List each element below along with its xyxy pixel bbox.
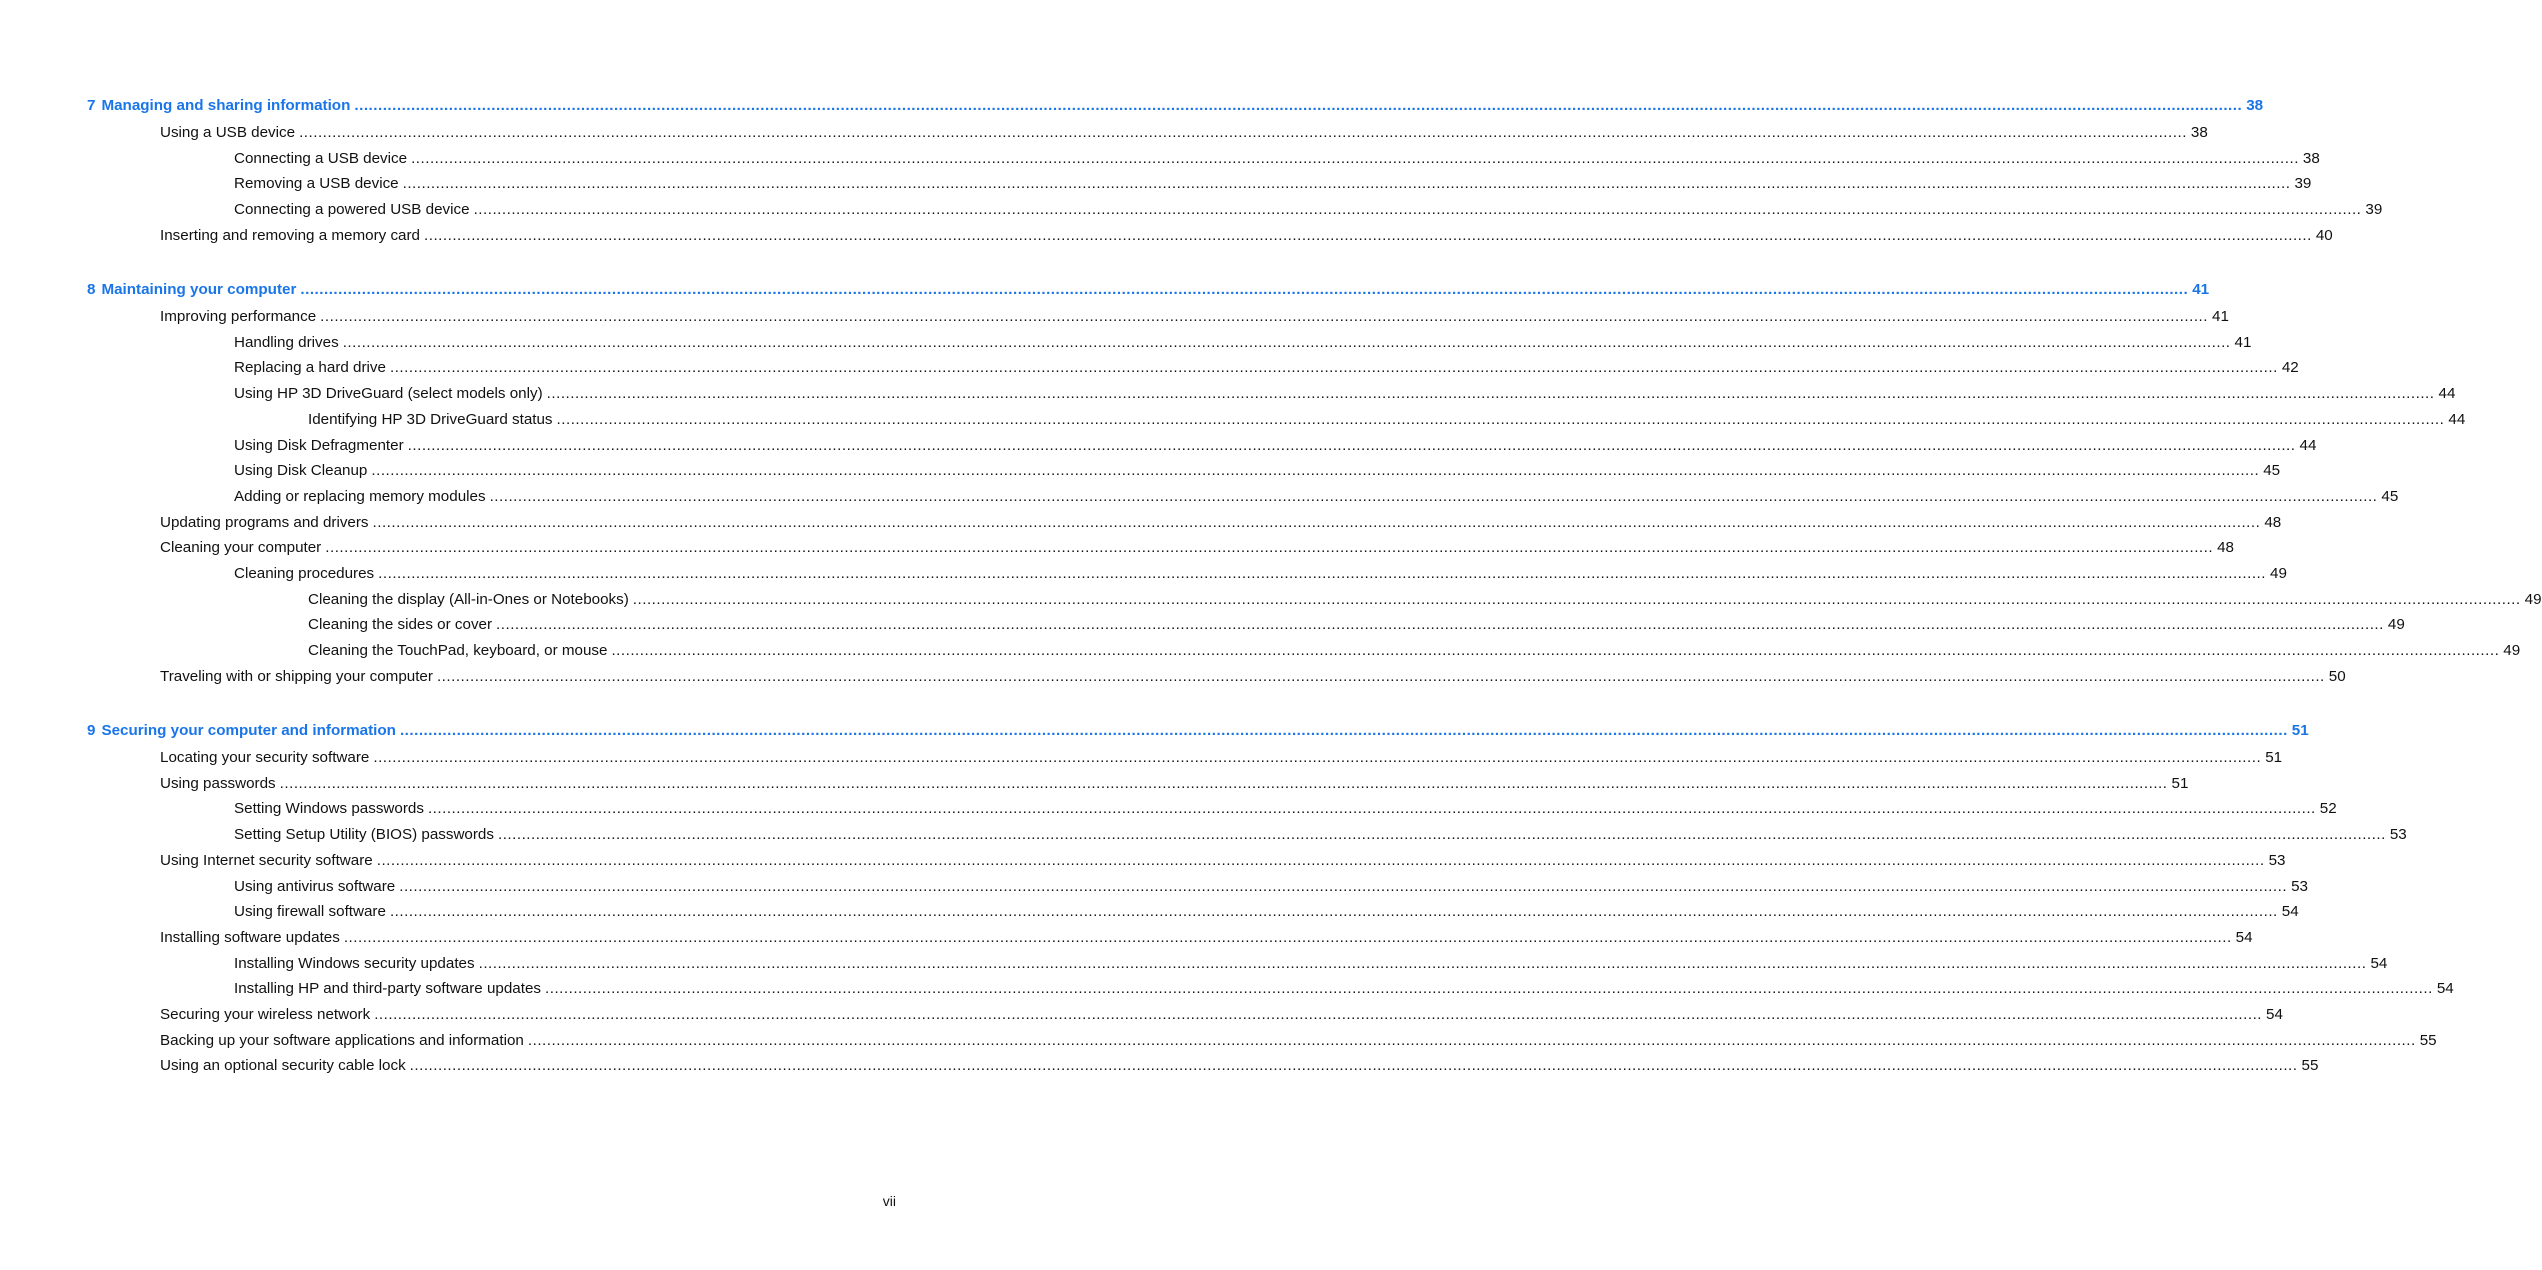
toc-entry-title: Setting Windows passwords	[234, 800, 424, 818]
dot-leader: ................................................................................................................................................................................................................................................................................................................................................................................................................	[527, 1031, 2416, 1049]
toc-chapter-link[interactable]	[87, 721, 2309, 741]
dot-leader: ................................................................................................................................................................................................................................................................................................................................................................................................................	[354, 97, 2243, 114]
toc-page-number: 54	[2266, 1006, 2283, 1023]
toc-page-number: 55	[2301, 1057, 2319, 1075]
chapter-number: 7	[87, 97, 96, 114]
toc-page-number: 53	[2389, 826, 2407, 844]
toc-entry	[160, 513, 2282, 533]
toc-entry-title: Backing up your software applications and information	[160, 1031, 524, 1049]
dot-leader: ................................................................................................................................................................................................................................................................................................................................................................................................................	[611, 642, 2500, 660]
dot-leader: ................................................................................................................................................................................................................................................................................................................................................................................................................	[407, 436, 2296, 454]
toc-entry	[308, 641, 2521, 661]
toc-entry-title: Identifying HP 3D DriveGuard status	[308, 410, 553, 428]
dot-leader: ................................................................................................................................................................................................................................................................................................................................................................................................................	[411, 149, 2299, 167]
chapter-title: Securing your computer and information	[101, 722, 396, 739]
toc-entry-title: Securing your wireless network	[160, 1006, 371, 1023]
toc-page-number: 38	[2246, 97, 2264, 114]
toc-page-number: 39	[2294, 175, 2312, 193]
toc-page-number: 50	[2328, 667, 2346, 685]
toc-entry-title: Connecting a USB device	[234, 149, 408, 167]
dot-leader: ................................................................................................................................................................................................................................................................................................................................................................................................................	[473, 201, 2362, 219]
toc-entry	[160, 1031, 2437, 1051]
toc-entry-title: Traveling with or shipping your computer	[160, 667, 433, 685]
dot-leader: ................................................................................................................................................................................................................................................................................................................................................................................................................	[325, 539, 2214, 557]
toc-entry-title: Improving performance	[160, 308, 317, 325]
toc-entry	[160, 226, 2333, 246]
toc-entry-title: Using Disk Defragmenter	[234, 436, 404, 454]
toc-entry	[234, 902, 2299, 922]
toc-entry	[234, 954, 2388, 974]
dot-leader: ................................................................................................................................................................................................................................................................................................................................................................................................................	[427, 800, 2316, 818]
dot-leader: ................................................................................................................................................................................................................................................................................................................................................................................................................	[496, 616, 2384, 634]
toc-entry	[308, 410, 2466, 430]
toc-page-number: 51	[2291, 722, 2309, 739]
toc-page-number: 53	[2291, 877, 2308, 895]
toc-entry	[234, 333, 2252, 353]
dot-leader: ................................................................................................................................................................................................................................................................................................................................................................................................................	[399, 722, 2288, 739]
toc-page-number: 54	[2235, 928, 2253, 946]
toc-page-number: 52	[2319, 800, 2337, 818]
dot-leader: ................................................................................................................................................................................................................................................................................................................................................................................................................	[497, 826, 2386, 844]
toc-page-number: 55	[2419, 1031, 2437, 1049]
dot-leader: ................................................................................................................................................................................................................................................................................................................................................................................................................	[545, 980, 2433, 998]
toc-entry	[234, 200, 2383, 220]
toc-page-number: 48	[2217, 539, 2234, 557]
dot-leader: ................................................................................................................................................................................................................................................................................................................................................................................................................	[489, 487, 2378, 505]
toc-page-number: 49	[2524, 590, 2542, 608]
toc-page-number: 51	[2171, 774, 2189, 792]
toc-entry	[160, 774, 2189, 794]
dot-leader: ................................................................................................................................................................................................................................................................................................................................................................................................................	[378, 565, 2266, 582]
dot-leader: ................................................................................................................................................................................................................................................................................................................................................................................................................	[478, 954, 2367, 972]
dot-leader: ................................................................................................................................................................................................................................................................................................................................................................................................................	[342, 333, 2231, 351]
toc-entry-title: Using HP 3D DriveGuard (select models only)	[234, 385, 543, 403]
dot-leader: ................................................................................................................................................................................................................................................................................................................................................................................................................	[372, 513, 2261, 531]
dot-leader: ................................................................................................................................................................................................................................................................................................................................................................................................................	[300, 281, 2189, 298]
dot-leader: ................................................................................................................................................................................................................................................................................................................................................................................................................	[409, 1057, 2298, 1075]
chapter-title: Maintaining your computer	[101, 281, 297, 298]
toc-entry	[234, 564, 2287, 584]
toc-entry-title: Installing software updates	[160, 928, 340, 946]
toc-entry-title: Adding or replacing memory modules	[234, 487, 486, 505]
toc-page-number: 44	[2299, 436, 2317, 454]
toc-entry	[234, 358, 2299, 378]
toc-page-number: 39	[2365, 201, 2383, 219]
dot-leader: ................................................................................................................................................................................................................................................................................................................................................................................................................	[279, 774, 2168, 792]
toc-page-number: 54	[2370, 954, 2388, 972]
toc-entry-title: Cleaning procedures	[234, 565, 375, 582]
toc-entry-title	[87, 96, 354, 116]
toc-entry	[160, 667, 2346, 687]
toc-entry	[308, 590, 2542, 610]
toc-entry-title: Cleaning the TouchPad, keyboard, or mouse	[308, 642, 608, 660]
dot-leader: ................................................................................................................................................................................................................................................................................................................................................................................................................	[343, 928, 2232, 946]
toc-entry-title: Installing HP and third-party software updates	[234, 980, 542, 998]
dot-leader: ................................................................................................................................................................................................................................................................................................................................................................................................................	[320, 308, 2209, 325]
toc-entry	[160, 307, 2229, 327]
toc-page-number: 48	[2264, 513, 2282, 531]
toc-entry	[160, 538, 2234, 558]
toc-entry-title: Updating programs and drivers	[160, 513, 369, 531]
toc-entry-title: Using Disk Cleanup	[234, 462, 368, 480]
toc-chapter-link[interactable]	[87, 280, 2210, 300]
toc-entry-title: Removing a USB device	[234, 175, 399, 193]
toc-entry	[308, 615, 2405, 635]
toc-entry	[160, 928, 2253, 948]
dot-leader: ................................................................................................................................................................................................................................................................................................................................................................................................................	[402, 175, 2291, 193]
toc-page-number: 45	[2263, 462, 2281, 480]
toc-entry-title: Using antivirus software	[234, 877, 396, 895]
dot-leader: ................................................................................................................................................................................................................................................................................................................................................................................................................	[389, 903, 2278, 921]
dot-leader: ................................................................................................................................................................................................................................................................................................................................................................................................................	[436, 667, 2325, 685]
toc-page-number: 51	[2265, 749, 2283, 766]
toc-entry-title: Using an optional security cable lock	[160, 1057, 406, 1075]
toc-entry-title: Cleaning the display (All-in-Ones or Notebooks)	[308, 590, 629, 608]
toc-entry	[160, 123, 2208, 143]
toc-entry-title	[87, 721, 400, 741]
toc-entry	[160, 748, 2283, 768]
toc-page-number: 41	[2234, 333, 2252, 351]
toc-page-number: 44	[2438, 385, 2456, 403]
dot-leader: ................................................................................................................................................................................................................................................................................................................................................................................................................	[632, 590, 2521, 608]
toc-entry-title: Connecting a powered USB device	[234, 201, 470, 219]
toc-page-number: 49	[2503, 642, 2521, 660]
dot-leader: ................................................................................................................................................................................................................................................................................................................................................................................................................	[373, 749, 2262, 766]
toc-entry-title: Replacing a hard drive	[234, 359, 386, 377]
toc-page-number: 40	[2315, 226, 2333, 244]
toc-entry-title: Locating your security software	[160, 749, 370, 766]
toc-entry	[234, 461, 2281, 481]
toc-page-number: 41	[2192, 281, 2210, 298]
toc-entry-title: Using passwords	[160, 774, 276, 792]
toc-entry-title: Cleaning the sides or cover	[308, 616, 493, 634]
toc-entry	[160, 851, 2286, 871]
toc-page-number: 45	[2381, 487, 2399, 505]
toc-entry-title: Setting Setup Utility (BIOS) passwords	[234, 826, 494, 844]
dot-leader: ................................................................................................................................................................................................................................................................................................................................................................................................................	[299, 124, 2187, 141]
toc-entry-title: Using Internet security software	[160, 851, 373, 869]
toc-entry	[160, 1056, 2319, 1076]
toc-entry	[234, 384, 2456, 404]
toc-entry	[234, 149, 2320, 169]
dot-leader: ................................................................................................................................................................................................................................................................................................................................................................................................................	[546, 385, 2435, 403]
toc-page-number: 54	[2436, 980, 2454, 998]
chapter-number: 9	[87, 722, 96, 739]
dot-leader: ................................................................................................................................................................................................................................................................................................................................................................................................................	[374, 1006, 2263, 1023]
page-number: vii	[882, 1193, 896, 1209]
dot-leader: ................................................................................................................................................................................................................................................................................................................................................................................................................	[389, 359, 2278, 377]
toc-page-number: 38	[2302, 149, 2320, 167]
toc-entry	[160, 1005, 2283, 1025]
toc-entry-title: Installing Windows security updates	[234, 954, 475, 972]
toc-page-number: 49	[2387, 616, 2405, 634]
toc-page-number: 42	[2281, 359, 2299, 377]
chapter-number: 8	[87, 281, 96, 298]
toc-entry-title: Handling drives	[234, 333, 339, 351]
toc-entry-title: Cleaning your computer	[160, 539, 322, 557]
toc-entry-title	[87, 280, 300, 300]
toc-entry-title: Inserting and removing a memory card	[160, 226, 420, 244]
chapter-title: Managing and sharing information	[101, 97, 351, 114]
toc-entry	[234, 436, 2317, 456]
toc-entry	[234, 825, 2407, 845]
dot-leader: ................................................................................................................................................................................................................................................................................................................................................................................................................	[371, 462, 2260, 480]
toc-page-number: 53	[2268, 851, 2286, 869]
toc-page-number: 49	[2270, 565, 2287, 582]
toc-entry	[234, 979, 2454, 999]
toc-page-number: 54	[2281, 903, 2299, 921]
toc-entry-title: Using a USB device	[160, 124, 296, 141]
dot-leader: ................................................................................................................................................................................................................................................................................................................................................................................................................	[556, 410, 2445, 428]
toc-entry-title: Using firewall software	[234, 903, 386, 921]
toc-chapter-link[interactable]	[87, 96, 2264, 116]
dot-leader: ................................................................................................................................................................................................................................................................................................................................................................................................................	[424, 226, 2312, 244]
toc-entry	[234, 174, 2312, 194]
toc-entry	[234, 877, 2308, 897]
toc-page-number: 44	[2448, 410, 2466, 428]
toc-page-number: 41	[2212, 308, 2229, 325]
toc-entry	[234, 487, 2399, 507]
toc-page-number: 38	[2190, 124, 2208, 141]
dot-leader: ................................................................................................................................................................................................................................................................................................................................................................................................................	[376, 851, 2265, 869]
toc-entry	[234, 799, 2337, 819]
dot-leader: ................................................................................................................................................................................................................................................................................................................................................................................................................	[399, 877, 2288, 895]
